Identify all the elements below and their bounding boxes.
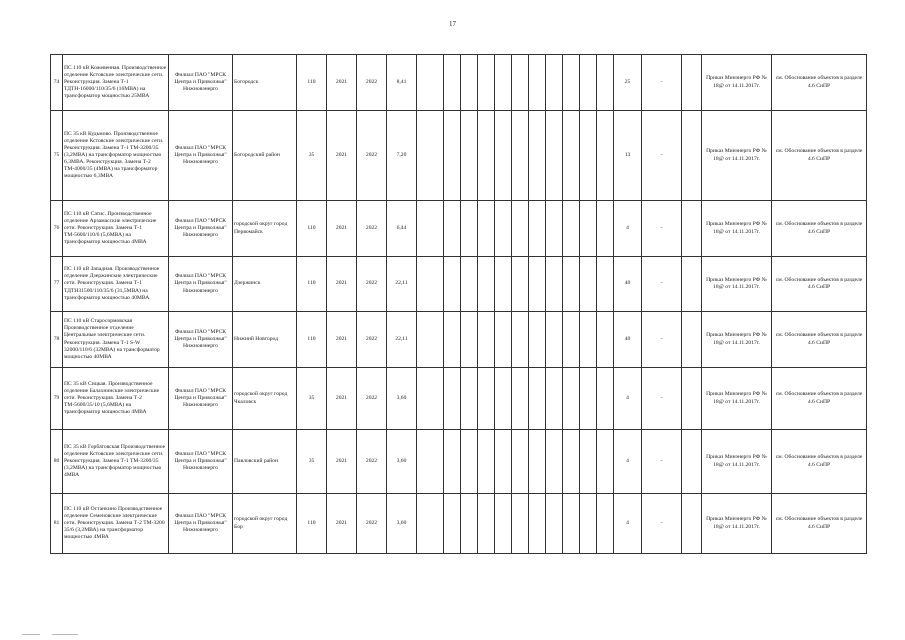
empty-cell xyxy=(682,368,702,430)
empty-cell xyxy=(444,430,461,494)
empty-cell xyxy=(597,111,614,201)
empty-cell xyxy=(597,312,614,368)
empty-cell xyxy=(580,111,597,201)
voltage: 110 xyxy=(297,55,327,111)
empty-cell xyxy=(546,201,563,257)
empty-cell xyxy=(597,55,614,111)
empty-cell xyxy=(495,111,512,201)
end-year: 2022 xyxy=(357,312,387,368)
empty-cell xyxy=(580,201,597,257)
empty-cell xyxy=(580,368,597,430)
empty-cell xyxy=(546,494,563,554)
empty-cell xyxy=(417,368,444,430)
projects-table xyxy=(50,54,867,554)
cost: 22,11 xyxy=(387,257,417,312)
row-number: 80 xyxy=(51,430,63,494)
empty-cell xyxy=(512,494,529,554)
organization: Филиал ПАО "МРСК Центра и Приволжья" Нижновэнерго xyxy=(169,55,233,111)
empty-cell xyxy=(529,111,546,201)
location: городской округ город Бор xyxy=(233,494,297,554)
organization: Филиал ПАО "МРСК Центра и Приволжья" Нижновэнерго xyxy=(169,494,233,554)
cost: 6,44 xyxy=(387,201,417,257)
empty-cell xyxy=(478,494,495,554)
basis-document: Приказ Минэнерго РФ № 18@ от 14.11.2017г. xyxy=(702,55,772,111)
empty-cell xyxy=(461,368,478,430)
empty-cell xyxy=(478,257,495,312)
location: Богородский район xyxy=(233,111,297,201)
empty-cell xyxy=(478,201,495,257)
voltage: 110 xyxy=(297,312,327,368)
empty-cell xyxy=(495,494,512,554)
empty-cell xyxy=(682,55,702,111)
empty-cell xyxy=(417,494,444,554)
empty-cell xyxy=(444,55,461,111)
empty-cell xyxy=(444,201,461,257)
empty-cell xyxy=(529,201,546,257)
location: Богородск xyxy=(233,55,297,111)
dash-cell: - xyxy=(642,201,682,257)
table-row xyxy=(51,55,867,111)
capacity: 25 xyxy=(614,55,642,111)
dash-cell: - xyxy=(642,55,682,111)
voltage: 35 xyxy=(297,430,327,494)
note: см. Обоснование объектов в разделе 4.6 СиПР xyxy=(772,55,867,111)
cost: 3,60 xyxy=(387,494,417,554)
empty-cell xyxy=(682,111,702,201)
cost: 3,60 xyxy=(387,368,417,430)
note: см. Обоснование объектов в разделе 4.6 СиПР xyxy=(772,430,867,494)
empty-cell xyxy=(512,111,529,201)
basis-document: Приказ Минэнерго РФ № 18@ от 14.11.2017г. xyxy=(702,494,772,554)
empty-cell xyxy=(546,368,563,430)
capacity: 4 xyxy=(614,201,642,257)
empty-cell xyxy=(563,55,580,111)
empty-cell xyxy=(417,201,444,257)
empty-cell xyxy=(512,201,529,257)
start-year: 2021 xyxy=(327,312,357,368)
dash-cell: - xyxy=(642,368,682,430)
empty-cell xyxy=(597,257,614,312)
capacity: 13 xyxy=(614,111,642,201)
empty-cell xyxy=(529,430,546,494)
row-number: 76 xyxy=(51,201,63,257)
empty-cell xyxy=(461,494,478,554)
basis-document: Приказ Минэнерго РФ № 18@ от 14.11.2017г. xyxy=(702,201,772,257)
row-number: 74 xyxy=(51,55,63,111)
location: Павловский район xyxy=(233,430,297,494)
cost: 7,20 xyxy=(387,111,417,201)
empty-cell xyxy=(478,430,495,494)
object-name: ПС 110 кВ Останкино Производственное отделение Семеновские электрические сети. Реконструкция. Замена Т-2 ТМ-3200 35/6 (3,2МВА) на трансформатор мощностью 4МВА xyxy=(63,494,169,554)
empty-cell xyxy=(478,55,495,111)
empty-cell xyxy=(512,430,529,494)
start-year: 2021 xyxy=(327,201,357,257)
start-year: 2021 xyxy=(327,368,357,430)
empty-cell xyxy=(417,257,444,312)
empty-cell xyxy=(682,201,702,257)
object-name: ПС 110 кВ Старосормовская Производственное отделение Центральные электрические сети. Реконструкция. Замена Т-1 S-W 32000/110/6 (32МВА) на трансформатор мощностью 40МВА xyxy=(63,312,169,368)
empty-cell xyxy=(546,257,563,312)
start-year: 2021 xyxy=(327,494,357,554)
end-year: 2022 xyxy=(357,55,387,111)
voltage: 35 xyxy=(297,368,327,430)
basis-document: Приказ Минэнерго РФ № 18@ от 14.11.2017г. xyxy=(702,312,772,368)
dash-cell: - xyxy=(642,494,682,554)
empty-cell xyxy=(563,368,580,430)
empty-cell xyxy=(597,430,614,494)
voltage: 110 xyxy=(297,494,327,554)
basis-document: Приказ Минэнерго РФ № 18@ от 14.11.2017г. xyxy=(702,111,772,201)
empty-cell xyxy=(444,312,461,368)
empty-cell xyxy=(461,257,478,312)
row-number: 81 xyxy=(51,494,63,554)
capacity: 4 xyxy=(614,430,642,494)
organization: Филиал ПАО "МРСК Центра и Приволжья" Нижновэнерго xyxy=(169,430,233,494)
dash-cell: - xyxy=(642,312,682,368)
empty-cell xyxy=(563,494,580,554)
empty-cell xyxy=(444,111,461,201)
location: Нижний Новгород xyxy=(233,312,297,368)
start-year: 2021 xyxy=(327,430,357,494)
cost: 3,60 xyxy=(387,430,417,494)
empty-cell xyxy=(512,312,529,368)
cost: 22,11 xyxy=(387,312,417,368)
empty-cell xyxy=(417,111,444,201)
empty-cell xyxy=(461,201,478,257)
empty-cell xyxy=(546,430,563,494)
note: см. Обоснование объектов в разделе 4.6 СиПР xyxy=(772,111,867,201)
empty-cell xyxy=(529,368,546,430)
object-name: ПС 35 кВ Кудьмово. Производственное отделение Кстовские электрические сети. Реконструкция. Замена Т-1 ТМ-3200/35 (3,2МВА) на трансформатор мощностью 6,3МВА. Реконструкция. Замена Т-2 ТМ-4000/35 (4МВА) на трансформатор мощностью 6,3МВА xyxy=(63,111,169,201)
end-year: 2022 xyxy=(357,201,387,257)
capacity: 40 xyxy=(614,257,642,312)
empty-cell xyxy=(512,368,529,430)
voltage: 35 xyxy=(297,111,327,201)
empty-cell xyxy=(495,312,512,368)
note: см. Обоснование объектов в разделе 4.6 СиПР xyxy=(772,312,867,368)
basis-document: Приказ Минэнерго РФ № 18@ от 14.11.2017г. xyxy=(702,257,772,312)
empty-cell xyxy=(461,55,478,111)
location: городской округ город Чкаловск xyxy=(233,368,297,430)
empty-cell xyxy=(512,257,529,312)
table-row xyxy=(51,430,867,494)
table-row xyxy=(51,111,867,201)
empty-cell xyxy=(444,257,461,312)
note: см. Обоснование объектов в разделе 4.6 СиПР xyxy=(772,368,867,430)
end-year: 2022 xyxy=(357,494,387,554)
empty-cell xyxy=(682,494,702,554)
object-name: ПС 35 кВ Горбатовская Производственное отделение Кстовские электрические сети. Реконструкция. Замена Т-1 ТМ-3200/35 (3,2МВА) на трансформатор мощностью 4МВА xyxy=(63,430,169,494)
organization: Филиал ПАО "МРСК Центра и Приволжья" Нижновэнерго xyxy=(169,368,233,430)
empty-cell xyxy=(495,368,512,430)
empty-cell xyxy=(512,55,529,111)
location: Дзержинск xyxy=(233,257,297,312)
empty-cell xyxy=(546,312,563,368)
organization: Филиал ПАО "МРСК Центра и Приволжья" Нижновэнерго xyxy=(169,257,233,312)
empty-cell xyxy=(580,55,597,111)
basis-document: Приказ Минэнерго РФ № 18@ от 14.11.2017г. xyxy=(702,368,772,430)
empty-cell xyxy=(546,55,563,111)
row-number: 79 xyxy=(51,368,63,430)
empty-cell xyxy=(563,257,580,312)
empty-cell xyxy=(495,257,512,312)
end-year: 2022 xyxy=(357,430,387,494)
empty-cell xyxy=(597,368,614,430)
empty-cell xyxy=(417,312,444,368)
dash-cell: - xyxy=(642,257,682,312)
end-year: 2022 xyxy=(357,368,387,430)
object-name: ПС 110 кВ Сатис. Производственное отделение Арзамасские электрические сети. Реконструкция. Замена Т-1 ТМ-5600/110/6 (5,6МВА) на трансформатор мощностью 4МВА xyxy=(63,201,169,257)
end-year: 2022 xyxy=(357,257,387,312)
empty-cell xyxy=(597,201,614,257)
empty-cell xyxy=(529,257,546,312)
empty-cell xyxy=(417,430,444,494)
row-number: 75 xyxy=(51,111,63,201)
object-name: ПС 35 кВ Сицкая. Производственное отделение Балахнинские электрические сети. Реконструкция. Замена Т-2 ТМ-5600/35/10 (5,6МВА) на трансформатор мощностью 4МВА xyxy=(63,368,169,430)
table-row xyxy=(51,494,867,554)
organization: Филиал ПАО "МРСК Центра и Приволжья" Нижновэнерго xyxy=(169,111,233,201)
page-number: 17 xyxy=(449,20,456,28)
scan-artifacts xyxy=(0,634,905,638)
end-year: 2022 xyxy=(357,111,387,201)
object-name: ПС 110 кВ Западная. Производственное отделение Дзержинские электрические сети. Реконструкция. Замена Т-1 ТДТН31500/110/35/6 (31,5МВА) на трансформатор мощностью 40МВА xyxy=(63,257,169,312)
empty-cell xyxy=(563,201,580,257)
dash-cell: - xyxy=(642,111,682,201)
basis-document: Приказ Минэнерго РФ № 18@ от 14.11.2017г. xyxy=(702,430,772,494)
empty-cell xyxy=(478,368,495,430)
table-row xyxy=(51,201,867,257)
empty-cell xyxy=(495,430,512,494)
capacity: 4 xyxy=(614,494,642,554)
row-number: 78 xyxy=(51,312,63,368)
empty-cell xyxy=(563,430,580,494)
empty-cell xyxy=(563,312,580,368)
cost: 8,41 xyxy=(387,55,417,111)
empty-cell xyxy=(580,312,597,368)
capacity: 4 xyxy=(614,368,642,430)
organization: Филиал ПАО "МРСК Центра и Приволжья" Нижновэнерго xyxy=(169,201,233,257)
row-number: 77 xyxy=(51,257,63,312)
empty-cell xyxy=(444,368,461,430)
table-row xyxy=(51,257,867,312)
organization: Филиал ПАО "МРСК Центра и Приволжья" Нижновэнерго xyxy=(169,312,233,368)
location: городской округ город Первомайск xyxy=(233,201,297,257)
empty-cell xyxy=(529,494,546,554)
empty-cell xyxy=(495,201,512,257)
note: см. Обоснование объектов в разделе 4.6 СиПР xyxy=(772,257,867,312)
voltage: 110 xyxy=(297,201,327,257)
start-year: 2021 xyxy=(327,111,357,201)
object-name: ПС 110 кВ Кожевенная. Производственное отделение Кстовские электрические сети. Реконструкция. Замена Т-1 ТДТН-16000/110/35/6 (16МВА) на трансформатор мощностью 25МВА xyxy=(63,55,169,111)
empty-cell xyxy=(546,111,563,201)
table-row xyxy=(51,312,867,368)
capacity: 40 xyxy=(614,312,642,368)
empty-cell xyxy=(444,494,461,554)
empty-cell xyxy=(682,312,702,368)
note: см. Обоснование объектов в разделе 4.6 СиПР xyxy=(772,201,867,257)
voltage: 110 xyxy=(297,257,327,312)
empty-cell xyxy=(478,111,495,201)
note: см. Обоснование объектов в разделе 4.6 СиПР xyxy=(772,494,867,554)
empty-cell xyxy=(529,312,546,368)
empty-cell xyxy=(597,494,614,554)
empty-cell xyxy=(529,55,546,111)
table-row xyxy=(51,368,867,430)
dash-cell: - xyxy=(642,430,682,494)
empty-cell xyxy=(461,111,478,201)
empty-cell xyxy=(580,257,597,312)
start-year: 2021 xyxy=(327,257,357,312)
empty-cell xyxy=(682,430,702,494)
empty-cell xyxy=(495,55,512,111)
empty-cell xyxy=(461,312,478,368)
empty-cell xyxy=(461,430,478,494)
empty-cell xyxy=(478,312,495,368)
empty-cell xyxy=(580,494,597,554)
empty-cell xyxy=(580,430,597,494)
empty-cell xyxy=(563,111,580,201)
empty-cell xyxy=(417,55,444,111)
empty-cell xyxy=(682,257,702,312)
start-year: 2021 xyxy=(327,55,357,111)
